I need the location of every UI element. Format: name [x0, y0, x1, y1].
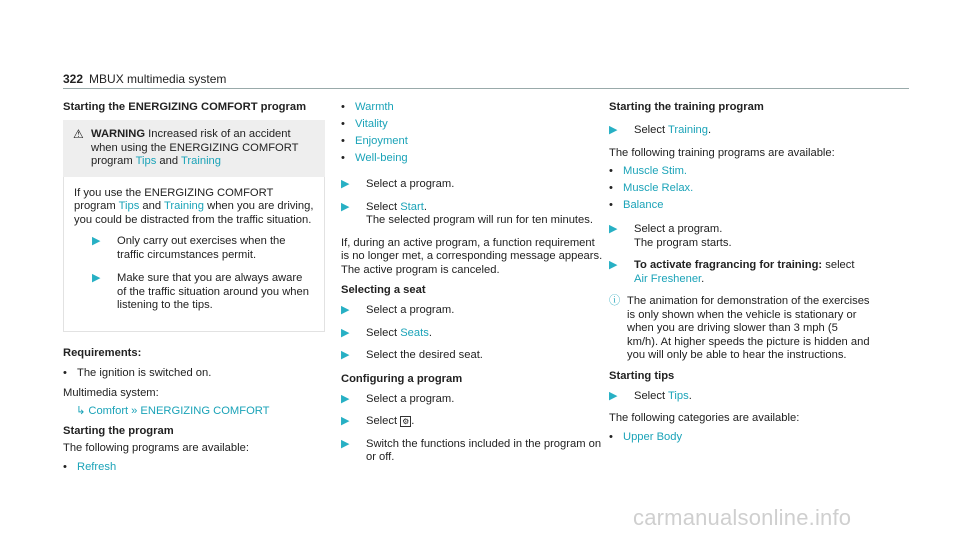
bullet-icon: • — [63, 460, 67, 473]
training-link-2[interactable]: Training — [164, 200, 205, 212]
bullet-icon: • — [341, 101, 345, 113]
step — [341, 438, 603, 465]
warning-step — [92, 235, 314, 262]
page-header — [63, 72, 226, 86]
path-comfort[interactable]: Comfort — [88, 405, 129, 417]
step-result: The program starts. — [634, 236, 732, 249]
arrow-icon: ▶ — [341, 178, 350, 190]
start-link[interactable]: Start — [400, 200, 424, 213]
list-item[interactable] — [341, 151, 603, 166]
list-item[interactable] — [341, 134, 603, 149]
step-text: Select a program. — [366, 178, 455, 190]
page-number: 322 — [63, 72, 84, 86]
category-link[interactable]: Upper Body — [623, 430, 683, 443]
start-text: The following programs are available: — [63, 442, 249, 454]
warning-header — [73, 128, 315, 169]
watermark: carmanualsonline.info — [633, 505, 852, 530]
list-item-text: The ignition is switched on. — [77, 366, 212, 379]
step — [341, 415, 603, 429]
warning-step — [92, 272, 314, 313]
configure-heading: Configuring a program — [341, 372, 463, 385]
bullet-icon: • — [609, 165, 613, 177]
list-item — [63, 366, 325, 381]
list-item[interactable] — [609, 181, 871, 196]
bullet-icon: • — [341, 135, 345, 147]
bullet-icon: • — [609, 199, 613, 211]
training-link[interactable]: Training — [181, 155, 222, 167]
step — [341, 304, 603, 318]
step-text: Select a program. — [366, 392, 455, 405]
column-2 — [341, 100, 603, 474]
step-punct: . — [688, 389, 692, 402]
step-text: Only carry out exercises when the traffic circumstances permit. — [117, 235, 286, 261]
step — [609, 259, 871, 286]
step-punct: . — [428, 326, 432, 339]
paragraph: If, during an active program, a function requirement is no longer met, a corresponding message appears. The active program is canceled. — [341, 236, 603, 276]
bullet-icon: • — [341, 152, 345, 164]
program-link[interactable]: Well-being — [355, 152, 408, 164]
step — [341, 393, 603, 407]
step-text: Select a program. — [634, 223, 723, 235]
list-item[interactable] — [609, 164, 871, 179]
column-3 — [609, 100, 871, 447]
step-punct: . — [701, 272, 705, 285]
step — [341, 201, 603, 228]
menu-path — [63, 404, 325, 418]
list-item[interactable] — [341, 117, 603, 132]
arrow-icon: ▶ — [92, 235, 101, 247]
step-text: select — [822, 259, 855, 271]
step-punct: . — [411, 415, 415, 427]
warning-label: WARNING — [91, 128, 146, 140]
program-link[interactable]: Balance — [623, 199, 664, 211]
column-1 — [63, 100, 325, 477]
header-divider — [63, 88, 909, 89]
arrow-icon: ▶ — [341, 304, 350, 316]
list-item[interactable] — [63, 460, 325, 475]
step — [341, 327, 603, 341]
arrow-icon: ▶ — [341, 415, 350, 427]
training-link[interactable]: Training — [668, 124, 709, 136]
note-text: The animation for demonstration of the exercises is only shown when the vehicle is stationary or when you are driving slower than 3 mph (5 km/h). At higher speeds the picture is hidden and you will only be able to hear the instructions. — [627, 295, 870, 361]
program-link[interactable]: Muscle Relax. — [623, 182, 694, 194]
list-item[interactable] — [341, 100, 603, 115]
program-link[interactable]: Vitality — [355, 118, 388, 130]
warning-body-and: and — [139, 200, 164, 212]
arrow-icon: ▶ — [609, 389, 618, 402]
warning-box — [63, 120, 325, 332]
bullet-icon: • — [341, 118, 345, 130]
available-text: The following training programs are available: — [609, 146, 835, 159]
multimedia-label: Multimedia system: — [63, 386, 159, 399]
air-freshener-link[interactable]: Air Freshener — [634, 272, 702, 285]
arrow-icon: ▶ — [92, 272, 101, 284]
step — [609, 223, 871, 250]
start-heading: Starting the program — [63, 425, 174, 437]
warning-body — [63, 177, 325, 332]
list-item[interactable] — [609, 198, 871, 213]
step — [609, 124, 871, 138]
tips-heading: Starting tips — [609, 369, 675, 382]
step-text: Make sure that you are always aware of the traffic situation around you when listening to the tips. — [117, 272, 309, 311]
warning-body-text: If you use the ENERGIZING COMFORT program — [74, 186, 274, 212]
requirements-heading: Requirements: — [63, 346, 142, 359]
info-note — [609, 295, 871, 363]
step — [341, 178, 603, 192]
bullet-icon: • — [609, 430, 613, 443]
tips-link-2[interactable]: Tips — [118, 200, 140, 212]
arrow-icon: ▶ — [341, 437, 350, 450]
arrow-icon: ▶ — [341, 326, 350, 339]
page-title: MBUX multimedia system — [89, 72, 227, 86]
program-link[interactable]: Refresh — [77, 460, 117, 473]
info-icon: ⓘ — [609, 295, 621, 307]
step-text: Select the desired seat. — [366, 349, 483, 361]
step-text: Select — [366, 200, 401, 213]
arrow-icon: ▶ — [609, 259, 618, 271]
step-punct: . — [708, 124, 712, 136]
categories-text: The following categories are available: — [609, 412, 800, 424]
warning-text: Increased risk of an accident when using the ENERGIZING COMFORT program — [91, 128, 299, 167]
gear-icon[interactable]: ⚙ — [402, 417, 410, 426]
arrow-icon: ▶ — [609, 124, 618, 136]
arrow-icon: ▶ — [609, 223, 618, 235]
program-link[interactable]: Warmth — [355, 101, 394, 113]
step-result: The selected program will run for ten minutes. — [366, 214, 593, 226]
seats-link[interactable]: Seats — [400, 326, 429, 339]
bullet-icon: • — [609, 182, 613, 194]
step-text: Select — [366, 415, 401, 427]
arrow-icon: ▶ — [341, 200, 350, 213]
step — [609, 390, 871, 404]
section-heading: Starting the ENERGIZING COMFORT program — [63, 101, 307, 113]
tips-link[interactable]: Tips — [135, 155, 157, 167]
step-text: Switch the functions included in the program on or off. — [366, 437, 602, 463]
seat-heading: Selecting a seat — [341, 284, 426, 296]
warning-triangle-icon: ⚠ — [73, 127, 84, 141]
tips-link[interactable]: Tips — [668, 389, 689, 402]
step-text: Select a program. — [366, 304, 455, 316]
warning-text-and: and — [156, 155, 181, 167]
step-punct: . — [423, 200, 427, 213]
step-text: Select — [634, 124, 668, 136]
step — [341, 349, 603, 363]
program-link[interactable]: Enjoyment — [355, 135, 408, 147]
path-start-icon: ↳ — [76, 405, 86, 417]
warning-body-text-2: when you are driving, you could be distracted from the traffic situation. — [74, 200, 314, 226]
training-heading: Starting the training program — [609, 101, 764, 113]
program-link[interactable]: Muscle Stim. — [623, 165, 688, 177]
step-text: Select — [366, 326, 401, 339]
bullet-icon: • — [63, 366, 67, 379]
list-item[interactable] — [609, 430, 871, 445]
arrow-icon: ▶ — [341, 349, 350, 361]
arrow-icon: ▶ — [341, 392, 350, 405]
step-bold: To activate fragrancing for training: — [634, 259, 823, 271]
path-separator-icon: » — [131, 405, 138, 417]
path-energizing[interactable]: ENERGIZING COMFORT — [140, 405, 270, 417]
step-text: Select — [634, 389, 668, 402]
